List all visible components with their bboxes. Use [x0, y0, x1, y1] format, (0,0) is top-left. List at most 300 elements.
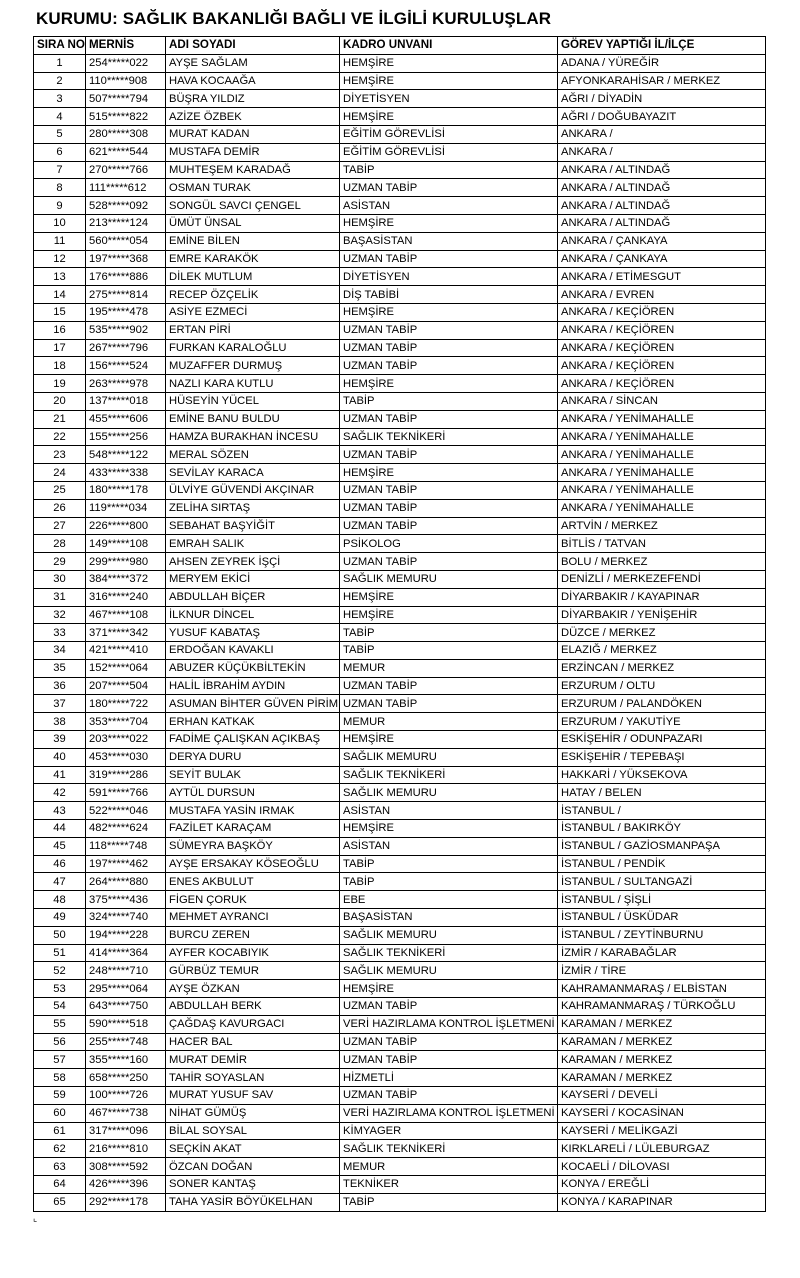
- cell-kadro-unvani: HEMŞİRE: [340, 375, 558, 393]
- cell-gorev-yeri: ARTVİN / MERKEZ: [558, 517, 766, 535]
- cell-adi-soyadi: ABUZER KÜÇÜKBİLTEKİN: [166, 659, 340, 677]
- cell-kadro-unvani: TABİP: [340, 392, 558, 410]
- cell-gorev-yeri: ERZİNCAN / MERKEZ: [558, 659, 766, 677]
- cell-mernis: 197*****462: [86, 855, 166, 873]
- cell-kadro-unvani: UZMAN TABİP: [340, 1033, 558, 1051]
- cell-adi-soyadi: MUSTAFA DEMİR: [166, 143, 340, 161]
- table-row: [34, 303, 766, 321]
- cell-adi-soyadi: FAZİLET KARAÇAM: [166, 820, 340, 838]
- cell-sira-no: 48: [34, 891, 86, 909]
- cell-sira-no: 15: [34, 303, 86, 321]
- cell-adi-soyadi: YUSUF KABATAŞ: [166, 624, 340, 642]
- cell-mernis: 355*****160: [86, 1051, 166, 1069]
- cell-adi-soyadi: MERYEM EKİCİ: [166, 570, 340, 588]
- cell-kadro-unvani: ASİSTAN: [340, 802, 558, 820]
- table-row: [34, 161, 766, 179]
- table-row: [34, 375, 766, 393]
- cell-mernis: 203*****022: [86, 731, 166, 749]
- cell-kadro-unvani: VERİ HAZIRLAMA KONTROL İŞLETMENİ: [340, 1104, 558, 1122]
- cell-adi-soyadi: AYFER KOCABIYIK: [166, 944, 340, 962]
- cell-mernis: 197*****368: [86, 250, 166, 268]
- cell-kadro-unvani: UZMAN TABİP: [340, 446, 558, 464]
- cell-sira-no: 13: [34, 268, 86, 286]
- table-row: [34, 72, 766, 90]
- cell-kadro-unvani: UZMAN TABİP: [340, 321, 558, 339]
- table-row: [34, 695, 766, 713]
- cell-gorev-yeri: ELAZIĞ / MERKEZ: [558, 642, 766, 660]
- table-row: [34, 392, 766, 410]
- cell-mernis: 263*****978: [86, 375, 166, 393]
- cell-sira-no: 61: [34, 1122, 86, 1140]
- cell-kadro-unvani: UZMAN TABİP: [340, 357, 558, 375]
- cell-gorev-yeri: AĞRI / DOĞUBAYAZIT: [558, 108, 766, 126]
- table-row: [34, 748, 766, 766]
- cell-mernis: 275*****814: [86, 286, 166, 304]
- cell-adi-soyadi: ERHAN KATKAK: [166, 713, 340, 731]
- cell-kadro-unvani: SAĞLIK MEMURU: [340, 962, 558, 980]
- cell-gorev-yeri: ANKARA / SİNCAN: [558, 392, 766, 410]
- cell-gorev-yeri: ADANA / YÜREĞİR: [558, 54, 766, 72]
- cell-gorev-yeri: KONYA / EREĞLİ: [558, 1176, 766, 1194]
- cell-gorev-yeri: ERZURUM / PALANDÖKEN: [558, 695, 766, 713]
- cell-sira-no: 25: [34, 481, 86, 499]
- cell-sira-no: 23: [34, 446, 86, 464]
- cell-gorev-yeri: ANKARA / ALTINDAĞ: [558, 214, 766, 232]
- cell-sira-no: 39: [34, 731, 86, 749]
- cell-gorev-yeri: KARAMAN / MERKEZ: [558, 1033, 766, 1051]
- cell-adi-soyadi: ASİYE EZMECİ: [166, 303, 340, 321]
- cell-adi-soyadi: ÜMÜT ÜNSAL: [166, 214, 340, 232]
- cell-adi-soyadi: ASUMAN BİHTER GÜVEN PİRİM: [166, 695, 340, 713]
- cell-gorev-yeri: KONYA / KARAPINAR: [558, 1193, 766, 1211]
- cell-sira-no: 19: [34, 375, 86, 393]
- cell-kadro-unvani: UZMAN TABİP: [340, 1087, 558, 1105]
- cell-gorev-yeri: KOCAELİ / DİLOVASI: [558, 1158, 766, 1176]
- cell-adi-soyadi: ÜLVİYE GÜVENDİ AKÇINAR: [166, 481, 340, 499]
- cell-mernis: 180*****722: [86, 695, 166, 713]
- cell-adi-soyadi: TAHA YASİR BÖYÜKELHAN: [166, 1193, 340, 1211]
- cell-gorev-yeri: ANKARA / ETİMESGUT: [558, 268, 766, 286]
- cell-adi-soyadi: EMRE KARAKÖK: [166, 250, 340, 268]
- cell-mernis: 254*****022: [86, 54, 166, 72]
- cell-sira-no: 63: [34, 1158, 86, 1176]
- table-row: [34, 1140, 766, 1158]
- cell-sira-no: 18: [34, 357, 86, 375]
- cell-adi-soyadi: SEVİLAY KARACA: [166, 464, 340, 482]
- cell-mernis: 324*****740: [86, 909, 166, 927]
- table-row: [34, 677, 766, 695]
- table-body: [34, 54, 766, 1211]
- table-row: [34, 624, 766, 642]
- cell-gorev-yeri: BOLU / MERKEZ: [558, 553, 766, 571]
- cell-kadro-unvani: EĞİTİM GÖREVLİSİ: [340, 143, 558, 161]
- cell-mernis: 100*****726: [86, 1087, 166, 1105]
- cell-kadro-unvani: UZMAN TABİP: [340, 1051, 558, 1069]
- column-header-gorev-yeri: GÖREV YAPTIĞI İL/İLÇE: [558, 37, 766, 55]
- cell-kadro-unvani: ASİSTAN: [340, 837, 558, 855]
- table-row: [34, 179, 766, 197]
- cell-gorev-yeri: ANKARA / KEÇİÖREN: [558, 339, 766, 357]
- cell-kadro-unvani: UZMAN TABİP: [340, 998, 558, 1016]
- cell-gorev-yeri: ANKARA / YENİMAHALLE: [558, 446, 766, 464]
- cell-gorev-yeri: İSTANBUL /: [558, 802, 766, 820]
- table-row: [34, 1087, 766, 1105]
- cell-gorev-yeri: ESKİŞEHİR / TEPEBAŞI: [558, 748, 766, 766]
- cell-gorev-yeri: ANKARA / KEÇİÖREN: [558, 303, 766, 321]
- cell-gorev-yeri: ANKARA / YENİMAHALLE: [558, 428, 766, 446]
- cell-sira-no: 5: [34, 125, 86, 143]
- cell-sira-no: 60: [34, 1104, 86, 1122]
- cell-sira-no: 14: [34, 286, 86, 304]
- table-row: [34, 588, 766, 606]
- cell-sira-no: 64: [34, 1176, 86, 1194]
- cell-gorev-yeri: ANKARA / YENİMAHALLE: [558, 464, 766, 482]
- cell-adi-soyadi: ABDULLAH BERK: [166, 998, 340, 1016]
- cell-kadro-unvani: MEMUR: [340, 1158, 558, 1176]
- cell-sira-no: 11: [34, 232, 86, 250]
- cell-mernis: 375*****436: [86, 891, 166, 909]
- cell-mernis: 426*****396: [86, 1176, 166, 1194]
- table-row: [34, 784, 766, 802]
- cell-adi-soyadi: AZİZE ÖZBEK: [166, 108, 340, 126]
- cell-sira-no: 8: [34, 179, 86, 197]
- cell-mernis: 152*****064: [86, 659, 166, 677]
- cell-adi-soyadi: MEHMET AYRANCI: [166, 909, 340, 927]
- table-row: [34, 197, 766, 215]
- table-row: [34, 321, 766, 339]
- cell-kadro-unvani: ASİSTAN: [340, 197, 558, 215]
- cell-kadro-unvani: BAŞASİSTAN: [340, 232, 558, 250]
- cell-adi-soyadi: ÖZCAN DOĞAN: [166, 1158, 340, 1176]
- column-header-sira-no: SIRA NO: [34, 37, 86, 55]
- cell-adi-soyadi: MERAL SÖZEN: [166, 446, 340, 464]
- cell-sira-no: 1: [34, 54, 86, 72]
- table-row: [34, 802, 766, 820]
- table-row: [34, 570, 766, 588]
- cell-mernis: 155*****256: [86, 428, 166, 446]
- cell-adi-soyadi: NAZLI KARA KUTLU: [166, 375, 340, 393]
- cell-sira-no: 2: [34, 72, 86, 90]
- cell-adi-soyadi: SÜMEYRA BAŞKÖY: [166, 837, 340, 855]
- cell-gorev-yeri: ANKARA / YENİMAHALLE: [558, 410, 766, 428]
- cell-kadro-unvani: DİŞ TABİBİ: [340, 286, 558, 304]
- cell-sira-no: 58: [34, 1069, 86, 1087]
- cell-mernis: 421*****410: [86, 642, 166, 660]
- cell-mernis: 482*****624: [86, 820, 166, 838]
- cell-mernis: 453*****030: [86, 748, 166, 766]
- cell-mernis: 292*****178: [86, 1193, 166, 1211]
- cell-sira-no: 21: [34, 410, 86, 428]
- cell-adi-soyadi: SEBAHAT BAŞYİĞİT: [166, 517, 340, 535]
- cell-adi-soyadi: ERTAN PİRİ: [166, 321, 340, 339]
- cell-adi-soyadi: SEÇKİN AKAT: [166, 1140, 340, 1158]
- cell-gorev-yeri: KAHRAMANMARAŞ / ELBİSTAN: [558, 980, 766, 998]
- cell-kadro-unvani: HEMŞİRE: [340, 606, 558, 624]
- cell-gorev-yeri: ANKARA / YENİMAHALLE: [558, 499, 766, 517]
- table-row: [34, 268, 766, 286]
- cell-adi-soyadi: SONGÜL SAVCI ÇENGEL: [166, 197, 340, 215]
- cell-sira-no: 27: [34, 517, 86, 535]
- cell-mernis: 264*****880: [86, 873, 166, 891]
- cell-mernis: 226*****800: [86, 517, 166, 535]
- cell-kadro-unvani: DİYETİSYEN: [340, 268, 558, 286]
- cell-gorev-yeri: ANKARA / ALTINDAĞ: [558, 161, 766, 179]
- cell-kadro-unvani: HEMŞİRE: [340, 72, 558, 90]
- cell-sira-no: 26: [34, 499, 86, 517]
- cell-kadro-unvani: HEMŞİRE: [340, 214, 558, 232]
- cell-kadro-unvani: VERİ HAZIRLAMA KONTROL İŞLETMENİ: [340, 1015, 558, 1033]
- cell-kadro-unvani: DİYETİSYEN: [340, 90, 558, 108]
- cell-adi-soyadi: FİGEN ÇORUK: [166, 891, 340, 909]
- cell-mernis: 319*****286: [86, 766, 166, 784]
- cell-kadro-unvani: MEMUR: [340, 713, 558, 731]
- cell-sira-no: 10: [34, 214, 86, 232]
- cell-kadro-unvani: UZMAN TABİP: [340, 677, 558, 695]
- cell-mernis: 137*****018: [86, 392, 166, 410]
- cell-mernis: 591*****766: [86, 784, 166, 802]
- cell-gorev-yeri: DÜZCE / MERKEZ: [558, 624, 766, 642]
- cell-gorev-yeri: KAYSERİ / DEVELİ: [558, 1087, 766, 1105]
- cell-adi-soyadi: FADİME ÇALIŞKAN AÇIKBAŞ: [166, 731, 340, 749]
- table-row: [34, 1193, 766, 1211]
- cell-gorev-yeri: İSTANBUL / ÜSKÜDAR: [558, 909, 766, 927]
- table-row: [34, 499, 766, 517]
- cell-kadro-unvani: SAĞLIK TEKNİKERİ: [340, 1140, 558, 1158]
- cell-kadro-unvani: UZMAN TABİP: [340, 499, 558, 517]
- cell-mernis: 317*****096: [86, 1122, 166, 1140]
- cell-adi-soyadi: EMİNE BİLEN: [166, 232, 340, 250]
- cell-sira-no: 50: [34, 926, 86, 944]
- cell-mernis: 507*****794: [86, 90, 166, 108]
- page-title: KURUMU: SAĞLIK BAKANLIĞI BAĞLI VE İLGİLİ KURULUŞLAR: [36, 9, 552, 28]
- cell-mernis: 295*****064: [86, 980, 166, 998]
- cell-mernis: 528*****092: [86, 197, 166, 215]
- cell-adi-soyadi: BİLAL SOYSAL: [166, 1122, 340, 1140]
- table-row: [34, 1051, 766, 1069]
- cell-mernis: 255*****748: [86, 1033, 166, 1051]
- table-row: [34, 446, 766, 464]
- cell-adi-soyadi: TAHİR SOYASLAN: [166, 1069, 340, 1087]
- cell-adi-soyadi: FURKAN KARALOĞLU: [166, 339, 340, 357]
- cell-sira-no: 9: [34, 197, 86, 215]
- cell-mernis: 299*****980: [86, 553, 166, 571]
- cell-kadro-unvani: UZMAN TABİP: [340, 250, 558, 268]
- table-row: [34, 553, 766, 571]
- cell-mernis: 560*****054: [86, 232, 166, 250]
- cell-kadro-unvani: TABİP: [340, 1193, 558, 1211]
- cell-gorev-yeri: ANKARA / KEÇİÖREN: [558, 357, 766, 375]
- cell-gorev-yeri: KARAMAN / MERKEZ: [558, 1069, 766, 1087]
- cell-sira-no: 54: [34, 998, 86, 1016]
- cell-sira-no: 32: [34, 606, 86, 624]
- cell-adi-soyadi: ENES AKBULUT: [166, 873, 340, 891]
- cell-adi-soyadi: OSMAN TURAK: [166, 179, 340, 197]
- cell-gorev-yeri: AĞRI / DİYADİN: [558, 90, 766, 108]
- cell-sira-no: 6: [34, 143, 86, 161]
- cell-gorev-yeri: ANKARA / KEÇİÖREN: [558, 375, 766, 393]
- cell-mernis: 176*****886: [86, 268, 166, 286]
- cell-mernis: 180*****178: [86, 481, 166, 499]
- cell-gorev-yeri: HAKKARİ / YÜKSEKOVA: [558, 766, 766, 784]
- cell-adi-soyadi: ZELİHA SIRTAŞ: [166, 499, 340, 517]
- cell-kadro-unvani: UZMAN TABİP: [340, 517, 558, 535]
- cell-sira-no: 37: [34, 695, 86, 713]
- cell-mernis: 156*****524: [86, 357, 166, 375]
- cell-kadro-unvani: TABİP: [340, 624, 558, 642]
- cell-gorev-yeri: DİYARBAKIR / KAYAPINAR: [558, 588, 766, 606]
- table-row: [34, 481, 766, 499]
- cell-sira-no: 16: [34, 321, 86, 339]
- cell-kadro-unvani: MEMUR: [340, 659, 558, 677]
- cell-kadro-unvani: EĞİTİM GÖREVLİSİ: [340, 125, 558, 143]
- table-row: [34, 125, 766, 143]
- cell-adi-soyadi: AHSEN ZEYREK İŞÇİ: [166, 553, 340, 571]
- table-row: [34, 926, 766, 944]
- cell-gorev-yeri: ANKARA /: [558, 125, 766, 143]
- cell-mernis: 515*****822: [86, 108, 166, 126]
- cell-adi-soyadi: EMİNE BANU BULDU: [166, 410, 340, 428]
- cell-gorev-yeri: ANKARA / ÇANKAYA: [558, 250, 766, 268]
- cell-kadro-unvani: SAĞLIK MEMURU: [340, 926, 558, 944]
- cell-sira-no: 45: [34, 837, 86, 855]
- cell-gorev-yeri: ANKARA / ALTINDAĞ: [558, 197, 766, 215]
- cell-gorev-yeri: ANKARA / ÇANKAYA: [558, 232, 766, 250]
- column-header-adi-soyadi: ADI SOYADI: [166, 37, 340, 55]
- table-row: [34, 909, 766, 927]
- cell-kadro-unvani: HEMŞİRE: [340, 464, 558, 482]
- table-row: [34, 642, 766, 660]
- cell-mernis: 467*****108: [86, 606, 166, 624]
- cell-adi-soyadi: ÇAĞDAŞ KAVURGACI: [166, 1015, 340, 1033]
- table-row: [34, 410, 766, 428]
- cell-sira-no: 30: [34, 570, 86, 588]
- table-row: [34, 54, 766, 72]
- cell-sira-no: 34: [34, 642, 86, 660]
- cell-kadro-unvani: TEKNİKER: [340, 1176, 558, 1194]
- cell-mernis: 280*****308: [86, 125, 166, 143]
- cell-sira-no: 47: [34, 873, 86, 891]
- cell-sira-no: 46: [34, 855, 86, 873]
- table-row: [34, 855, 766, 873]
- cell-kadro-unvani: SAĞLIK TEKNİKERİ: [340, 944, 558, 962]
- cell-gorev-yeri: İSTANBUL / GAZİOSMANPAŞA: [558, 837, 766, 855]
- cell-adi-soyadi: HAMZA BURAKHAN İNCESU: [166, 428, 340, 446]
- cell-sira-no: 59: [34, 1087, 86, 1105]
- cell-adi-soyadi: AYŞE ÖZKAN: [166, 980, 340, 998]
- table-row: [34, 731, 766, 749]
- table-row: [34, 517, 766, 535]
- cell-gorev-yeri: İSTANBUL / SULTANGAZİ: [558, 873, 766, 891]
- cell-sira-no: 65: [34, 1193, 86, 1211]
- cell-kadro-unvani: UZMAN TABİP: [340, 695, 558, 713]
- cell-kadro-unvani: TABİP: [340, 642, 558, 660]
- cell-sira-no: 17: [34, 339, 86, 357]
- cell-gorev-yeri: DENİZLİ / MERKEZEFENDİ: [558, 570, 766, 588]
- cell-adi-soyadi: MURAT KADAN: [166, 125, 340, 143]
- cell-adi-soyadi: AYŞE ERSAKAY KÖSEOĞLU: [166, 855, 340, 873]
- cell-sira-no: 56: [34, 1033, 86, 1051]
- cell-kadro-unvani: UZMAN TABİP: [340, 179, 558, 197]
- cell-gorev-yeri: KARAMAN / MERKEZ: [558, 1015, 766, 1033]
- cell-adi-soyadi: MURAT DEMİR: [166, 1051, 340, 1069]
- cell-kadro-unvani: TABİP: [340, 855, 558, 873]
- cell-adi-soyadi: ERDOĞAN KAVAKLI: [166, 642, 340, 660]
- table-row: [34, 998, 766, 1016]
- cell-mernis: 548*****122: [86, 446, 166, 464]
- cell-kadro-unvani: SAĞLIK TEKNİKERİ: [340, 428, 558, 446]
- cell-kadro-unvani: SAĞLIK MEMURU: [340, 784, 558, 802]
- cell-mernis: 308*****592: [86, 1158, 166, 1176]
- cell-adi-soyadi: EMRAH SALIK: [166, 535, 340, 553]
- cell-mernis: 248*****710: [86, 962, 166, 980]
- cell-kadro-unvani: BAŞASİSTAN: [340, 909, 558, 927]
- cell-gorev-yeri: KAYSERİ / KOCASİNAN: [558, 1104, 766, 1122]
- cell-mernis: 535*****902: [86, 321, 166, 339]
- cell-sira-no: 33: [34, 624, 86, 642]
- cell-kadro-unvani: UZMAN TABİP: [340, 410, 558, 428]
- cell-sira-no: 4: [34, 108, 86, 126]
- cell-adi-soyadi: SONER KANTAŞ: [166, 1176, 340, 1194]
- cell-sira-no: 3: [34, 90, 86, 108]
- cell-gorev-yeri: DİYARBAKIR / YENİŞEHİR: [558, 606, 766, 624]
- table-row: [34, 962, 766, 980]
- cell-mernis: 455*****606: [86, 410, 166, 428]
- cell-mernis: 194*****228: [86, 926, 166, 944]
- cell-mernis: 118*****748: [86, 837, 166, 855]
- cell-gorev-yeri: ANKARA / EVREN: [558, 286, 766, 304]
- cell-mernis: 433*****338: [86, 464, 166, 482]
- column-header-kadro-unvani: KADRO UNVANI: [340, 37, 558, 55]
- cell-kadro-unvani: HEMŞİRE: [340, 588, 558, 606]
- cell-sira-no: 28: [34, 535, 86, 553]
- cell-gorev-yeri: ERZURUM / YAKUTİYE: [558, 713, 766, 731]
- cell-sira-no: 42: [34, 784, 86, 802]
- cell-kadro-unvani: SAĞLIK MEMURU: [340, 570, 558, 588]
- table-row: [34, 339, 766, 357]
- table-row: [34, 944, 766, 962]
- cell-gorev-yeri: İSTANBUL / BAKIRKÖY: [558, 820, 766, 838]
- cell-kadro-unvani: KİMYAGER: [340, 1122, 558, 1140]
- cell-mernis: 149*****108: [86, 535, 166, 553]
- cell-kadro-unvani: SAĞLIK MEMURU: [340, 748, 558, 766]
- cell-kadro-unvani: HEMŞİRE: [340, 54, 558, 72]
- table-row: [34, 214, 766, 232]
- cell-sira-no: 44: [34, 820, 86, 838]
- cell-sira-no: 22: [34, 428, 86, 446]
- cell-kadro-unvani: TABİP: [340, 873, 558, 891]
- cell-gorev-yeri: İSTANBUL / PENDİK: [558, 855, 766, 873]
- cell-kadro-unvani: HEMŞİRE: [340, 820, 558, 838]
- cell-sira-no: 7: [34, 161, 86, 179]
- table-row: [34, 606, 766, 624]
- cell-mernis: 658*****250: [86, 1069, 166, 1087]
- table-row: [34, 1033, 766, 1051]
- table-row: [34, 766, 766, 784]
- cell-mernis: 384*****372: [86, 570, 166, 588]
- cell-kadro-unvani: EBE: [340, 891, 558, 909]
- cell-gorev-yeri: ERZURUM / OLTU: [558, 677, 766, 695]
- cell-gorev-yeri: İSTANBUL / ŞİŞLİ: [558, 891, 766, 909]
- table-row: [34, 1015, 766, 1033]
- cell-adi-soyadi: MURAT YUSUF SAV: [166, 1087, 340, 1105]
- cell-adi-soyadi: GÜRBÜZ TEMUR: [166, 962, 340, 980]
- cell-mernis: 353*****704: [86, 713, 166, 731]
- table-row: [34, 250, 766, 268]
- table-row: [34, 357, 766, 375]
- cell-kadro-unvani: HEMŞİRE: [340, 980, 558, 998]
- cell-sira-no: 24: [34, 464, 86, 482]
- table-row: [34, 1069, 766, 1087]
